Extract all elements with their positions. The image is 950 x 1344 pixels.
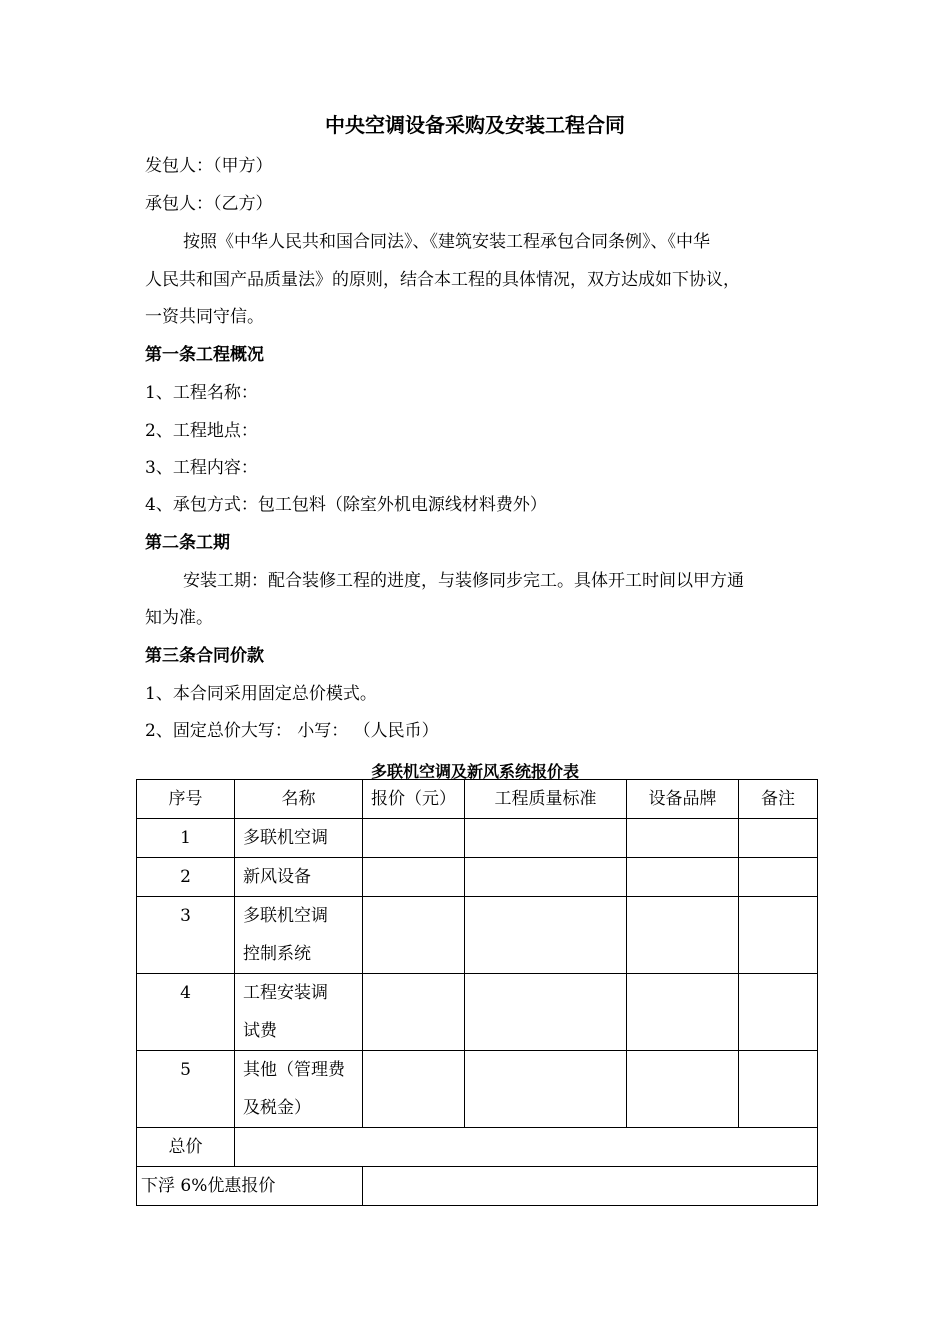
row-brand-cell	[627, 819, 739, 858]
row-quality-cell	[465, 897, 627, 974]
row-brand-cell	[627, 974, 739, 1051]
row-name-line-2: 控制系统	[243, 944, 311, 964]
table-row	[137, 858, 818, 897]
row-remarks-cell	[739, 897, 818, 974]
article-2-heading: 第二条工期	[145, 533, 230, 553]
row-name: 多联机空调	[235, 819, 363, 858]
row-quality-cell	[465, 1051, 627, 1128]
row-brand-cell	[627, 1051, 739, 1128]
discount-row	[137, 1167, 818, 1206]
row-no: 1	[137, 819, 235, 858]
table-row	[137, 1051, 818, 1128]
row-remarks-cell	[739, 974, 818, 1051]
article-3-item-2: 2、固定总价大写： 小写： （人民币）	[145, 721, 439, 741]
row-quality-cell	[465, 819, 627, 858]
party-a-line: 发包人：（甲方）	[145, 156, 273, 176]
article-1-heading: 第一条工程概况	[145, 345, 264, 365]
article-2-line-1: 安装工期：配合装修工程的进度，与装修同步完工。具体开工时间以甲方通	[183, 571, 744, 591]
article-3-item-1: 1、本合同采用固定总价模式。	[145, 684, 377, 704]
preamble-line-3: 一资共同守信。	[145, 307, 264, 327]
article-1-item-2: 2、工程地点：	[145, 421, 258, 441]
row-brand-cell	[627, 897, 739, 974]
row-quality-cell	[465, 858, 627, 897]
row-no: 3	[137, 897, 235, 974]
row-price-cell	[363, 819, 465, 858]
row-remarks-cell	[739, 819, 818, 858]
row-remarks-cell	[739, 1051, 818, 1128]
row-price-cell	[363, 1051, 465, 1128]
article-3-heading: 第三条合同价款	[145, 646, 264, 666]
total-row	[137, 1128, 818, 1167]
table-row	[137, 974, 818, 1051]
row-price-cell	[363, 897, 465, 974]
row-name-line-1: 多联机空调	[243, 906, 328, 926]
row-name	[235, 974, 363, 1051]
table-row	[137, 897, 818, 974]
article-1-item-4: 4、承包方式：包工包料（除室外机电源线材料费外）	[145, 495, 547, 515]
article-1-item-3: 3、工程内容：	[145, 458, 258, 478]
header-remarks: 备注	[739, 780, 818, 819]
row-price-cell	[363, 974, 465, 1051]
row-no: 2	[137, 858, 235, 897]
row-name-line-2: 及税金）	[243, 1098, 311, 1118]
document-title: 中央空调设备采购及安装工程合同	[325, 113, 625, 137]
total-label: 总价	[137, 1128, 235, 1167]
row-name-line-1: 其他（管理费	[243, 1060, 345, 1080]
table-header-row	[137, 780, 818, 819]
row-name	[235, 897, 363, 974]
row-no: 5	[137, 1051, 235, 1128]
row-name-line-2: 试费	[243, 1021, 277, 1041]
discount-label: 下浮 6%优惠报价	[137, 1167, 363, 1206]
total-value-cell	[235, 1128, 818, 1167]
discount-value-cell	[363, 1167, 818, 1206]
row-name	[235, 1051, 363, 1128]
article-1-item-1: 1、工程名称：	[145, 383, 258, 403]
row-remarks-cell	[739, 858, 818, 897]
quote-table-title: 多联机空调及新风系统报价表	[370, 762, 579, 781]
preamble-line-2: 人民共和国产品质量法》的原则，结合本工程的具体情况，双方达成如下协议，	[145, 270, 740, 290]
header-brand: 设备品牌	[627, 780, 739, 819]
header-no: 序号	[137, 780, 235, 819]
row-price-cell	[363, 858, 465, 897]
header-price: 报价（元）	[363, 780, 465, 819]
article-2-line-2: 知为准。	[145, 608, 213, 628]
row-brand-cell	[627, 858, 739, 897]
preamble-line-1: 按照《中华人民共和国合同法》、《建筑安装工程承包合同条例》、《中华	[183, 232, 710, 252]
header-name: 名称	[235, 780, 363, 819]
row-name-line-1: 工程安装调	[243, 983, 328, 1003]
party-b-line: 承包人：（乙方）	[145, 194, 273, 214]
row-name: 新风设备	[235, 858, 363, 897]
row-quality-cell	[465, 974, 627, 1051]
header-quality-standard: 工程质量标准	[465, 780, 627, 819]
quote-table	[136, 779, 818, 1206]
row-no: 4	[137, 974, 235, 1051]
table-row	[137, 819, 818, 858]
